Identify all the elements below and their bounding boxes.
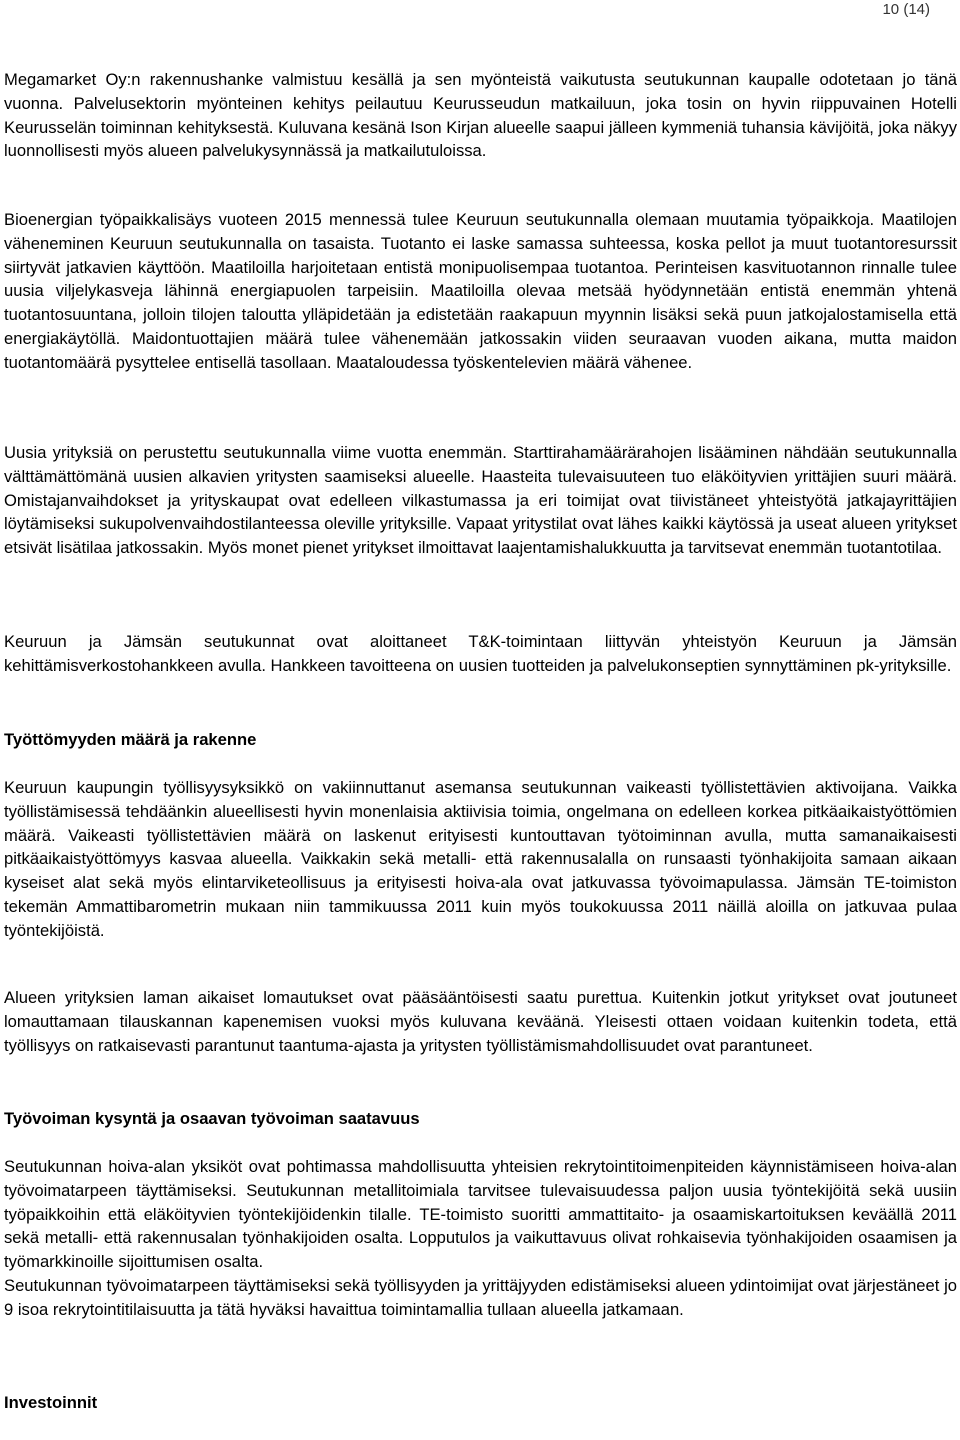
paragraph-rd-cooperation: Keuruun ja Jämsän seutukunnat ovat aloittaneet T&K-toimintaan liittyvän yhteistyön Keuruun ja Jämsän kehittämisverkostohankkeen avulla. Hankkeen tavoitteena on uusien tuotteiden ja palvelukonseptien synnyttäminen pk-yrityksille. [4, 632, 957, 675]
paragraph-retail-tourism: Megamarket Oy:n rakennushanke valmistuu kesällä ja sen myönteistä vaikutusta seutukunnan kaupalle odotetaan jo tänä vuonna. Palvelusektorin myönteinen kehitys peilautuu Keurusseudun matkailuun, joka tosin on hyvin riippuvainen Hotelli Keurusselän toiminnan kehityksestä. Kuluvana kesänä Ison Kirjan alueelle saapui jälleen kymmeniä tuhansia kävijöitä, joka näkyy luonnollisesti myös alueen palvelukysynnässä ja matkailutuloissa. [4, 70, 957, 161]
paragraph-bioenergy-agriculture: Bioenergian työpaikkalisäys vuoteen 2015 mennessä tulee Keuruun seutukunnalla olemaan muutamia työpaikkoja. Maatilojen väheneminen Keuruun seutukunnalla on tasaista. Tuotanto ei laske samassa suhteessa, koska pellot ja muut tuotantoresurssit siirtyvät jatkavien käyttöön. Maatiloilla harjoitetaan entistä monipuolisempaa tuotantoa. Perinteisen kasvituotannon rinnalle tulee uusia viljelykasveja lähinnä energiapuolen tarpeisiin. Maatiloilla olevaa metsää hyödynnetään entistä enemmän yhtenä tuotantosuuntana, jolloin tilojen taloutta ylläpidetään ja edistetään raakapuun myynnin lisäksi sekä puun jatkojalostamisella että energiakäytöllä. Maidontuottajien määrä tulee vähenemään jatkossakin viiden seuraavan vuoden aikana, mutta maidon tuotantomäärä pysyttelee entisellä tasollaan. Maataloudessa työskentelevien määrä vähenee. [4, 210, 957, 372]
paragraph-workforce-needs: Seutukunnan työvoimatarpeen täyttämiseksi sekä työllisyyden ja yrittäjyyden edistämiseksi alueen ydintoimijat ovat järjestäneet jo 9 isoa rekrytointitilaisuutta ja tätä hyväksi havaittua toimintamallia tullaan alueella jatkamaan. [4, 1276, 957, 1319]
paragraph-care-metal-sectors: Seutukunnan hoiva-alan yksiköt ovat pohtimassa mahdollisuutta yhteisien rekrytointitoimenpiteiden käynnistämiseen hoiva-alan työvoimatarpeen täyttämiseksi. Seutukunnan metallitoimiala tarvitsee tulevaisuudessa paljon uusia työntekijöitä sekä uusiin työpaikkoihin että eläköityvien työntekijöidenkin tilalle. TE-toimisto suoritti ammattitaito- ja osaamiskartoituksen keväällä 2011 sekä metalli- että rakennusalan työnhakijoiden osalta. Lopputulos ja vaikuttavuus olivat rohkaisevia työnhakijoiden osaamisen ja työmarkkinoille sijoittumisen osalta. [4, 1157, 957, 1272]
paragraph-layoffs: Alueen yrityksien laman aikaiset lomautukset ovat pääsääntöisesti saatu purettua. Kuitenkin jotkut yritykset ovat joutuneet lomauttamaan tilauskannan kapenemisen vuoksi myös kuluvana keväänä. Yleisesti ottaen voidaan kuitenkin todeta, että työllisyys on ratkaisevasti parantunut taantuma-ajasta ja yritysten työllistämismahdollisuudet ovat parantuneet. [4, 988, 957, 1055]
page-number: 10 (14) [882, 1, 930, 18]
paragraph-new-companies: Uusia yrityksiä on perustettu seutukunnalla viime vuotta enemmän. Starttirahamäärärahojen lisääminen nähdään seutukunnalla välttämättömänä uusien alkavien yritysten saamiseksi alueelle. Haasteita tulevaisuuteen tuo eläköityvien yrittäjien suuri määrä. Omistajanvaihdokset ja yrityskaupat ovat edelleen vilkastumassa ja eri toimijat ovat tiivistäneet yhteistyötä jatkajayrittäjien löytämiseksi sukupolvenvaihdostilanteessa oleville yrityksille. Vapaat yritystilat ovat lähes kaikki käytössä ja useat alueen yritykset etsivät lisätilaa jatkossakin. Myös monet pienet yritykset ilmoittavat laajentamishalukkuutta ja tarvitsevat enemmän tuotantotilaa. [4, 443, 957, 558]
heading-labour-demand: Työvoiman kysyntä ja osaavan työvoiman saatavuus [4, 1109, 420, 1128]
heading-unemployment: Työttömyyden määrä ja rakenne [4, 730, 257, 749]
paragraph-employment-unit: Keuruun kaupungin työllisyysyksikkö on vakiinnuttanut asemansa seutukunnan vaikeasti työllistettävien aktivoijana. Vaikka työllistämisessä tehdäänkin alueellisesti hyvin monenlaisia aktiivisia toimia, ongelmana on edelleen korkea pitkäaikaistyöttömien määrä. Vaikeasti työllistettävien määrä on laskenut erityisesti kuntouttavan työtoiminnan avulla, mutta samanaikaisesti pitkäaikaistyöttömyys kasvaa alueella. Vaikkakin sekä metalli- että rakennusalalla on runsaasti työnhakijoita samaan aikaan kyseiset alat sekä myös elintarviketeollisuus ja erityisesti hoiva-ala ovat jatkuvassa työvoimapulassa. Jämsän TE-toimiston tekemän Ammattibarometrin mukaan niin tammikuussa 2011 kuin myös toukokuussa 2011 näillä aloilla on jatkuvaa pulaa työntekijöistä. [4, 778, 957, 940]
heading-investments: Investoinnit [4, 1393, 98, 1412]
